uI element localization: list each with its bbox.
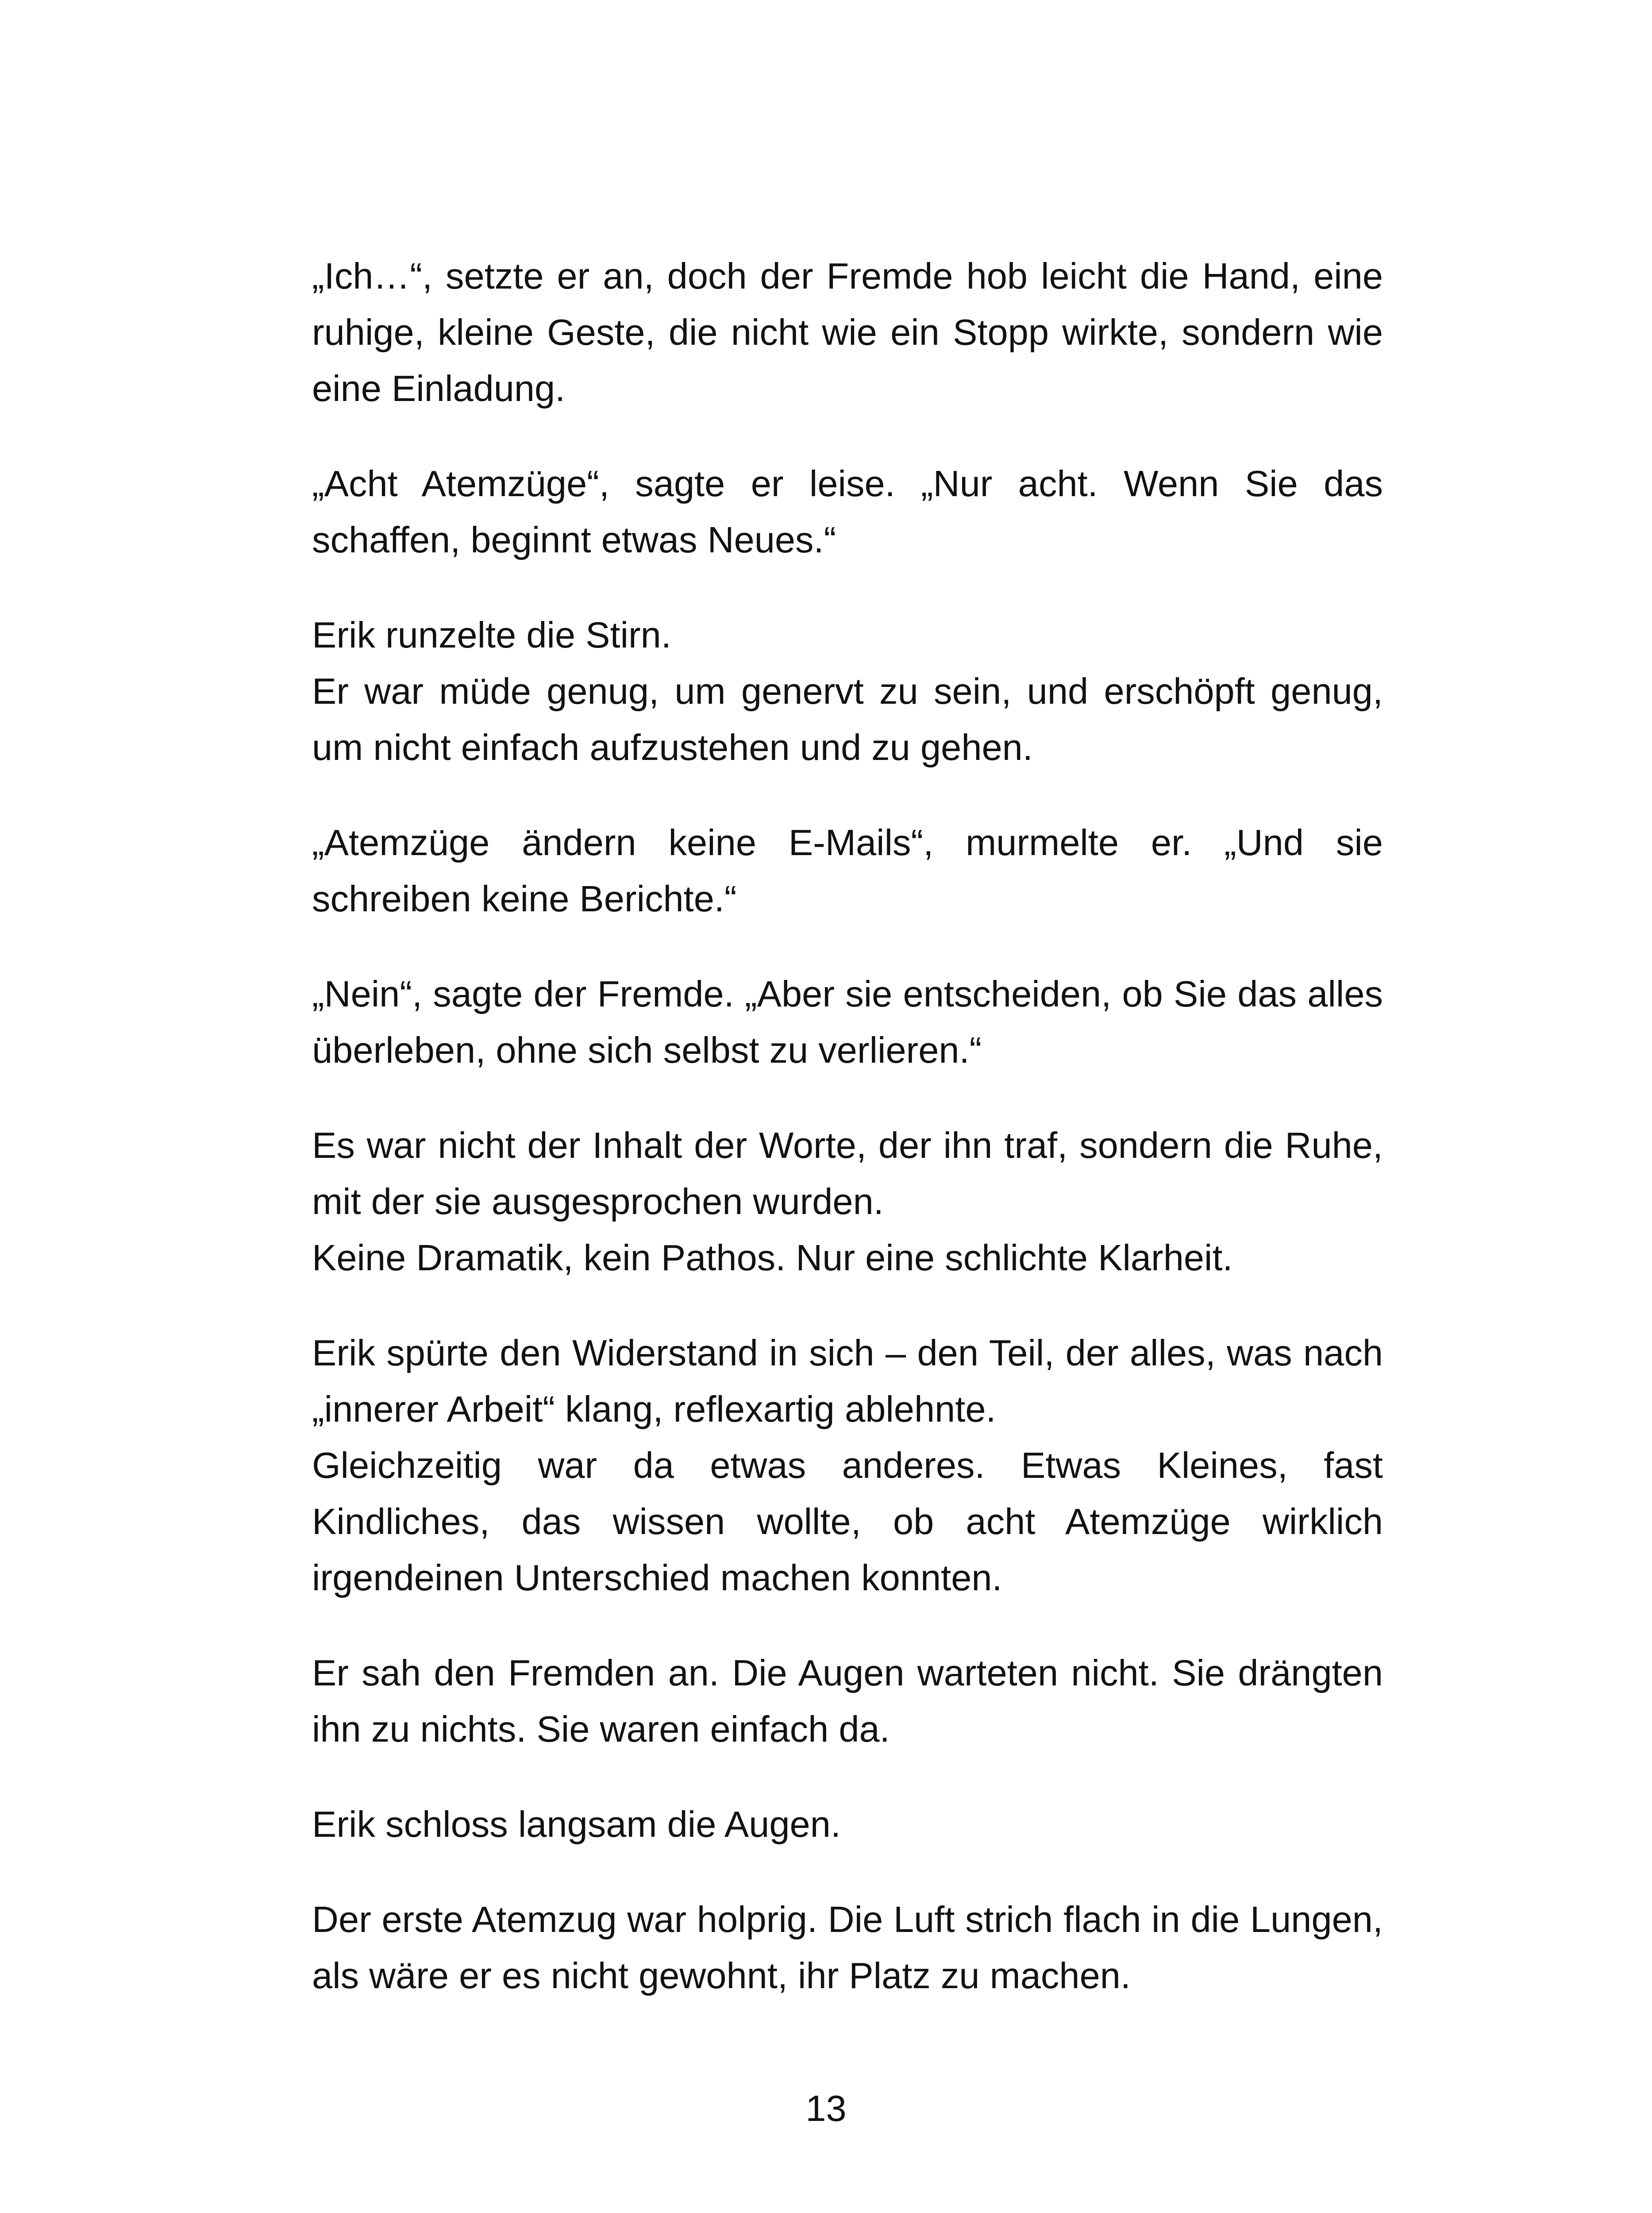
- paragraph-line: Er sah den Fremden an. Die Augen warteten nicht. Sie drängten ihn zu nichts. Sie waren einfach da.: [312, 1652, 1383, 1750]
- paragraph-3: [312, 607, 1383, 775]
- paragraph-2: [312, 455, 1383, 568]
- paragraph-4: [312, 814, 1383, 927]
- paragraph-line: Er war müde genug, um genervt zu sein, und erschöpft genug, um nicht einfach aufzustehen und zu gehen.: [312, 671, 1383, 768]
- paragraph-line: „Acht Atemzüge“, sagte er leise. „Nur acht. Wenn Sie das schaffen, beginnt etwas Neues.“: [312, 463, 1383, 560]
- paragraph-line: Erik schloss langsam die Augen.: [312, 1804, 841, 1845]
- paragraph-10: [312, 1891, 1383, 2004]
- page-body-text: [312, 248, 1383, 2043]
- page-number: 13: [805, 2088, 847, 2129]
- paragraph-9: [312, 1796, 1383, 1852]
- paragraph-line: „Ich…“, setzte er an, doch der Fremde hob leicht die Hand, eine ruhige, kleine Geste, die nicht wie ein Stopp wirkte, sondern wie eine Einladung.: [312, 255, 1383, 409]
- paragraph-line: Der erste Atemzug war holprig. Die Luft strich flach in die Lungen, als wäre er es nicht gewohnt, ihr Platz zu machen.: [312, 1899, 1383, 1996]
- paragraph-line: Keine Dramatik, kein Pathos. Nur eine schlichte Klarheit.: [312, 1237, 1233, 1278]
- paragraph-line: Erik spürte den Widerstand in sich – den Teil, der alles, was nach „innerer Arbeit“ klang, reflexartig ablehnte.: [312, 1332, 1383, 1430]
- paragraph-8: [312, 1645, 1383, 1757]
- paragraph-7: [312, 1325, 1383, 1606]
- paragraph-1: [312, 248, 1383, 416]
- paragraph-line: „Atemzüge ändern keine E-Mails“, murmelte er. „Und sie schreiben keine Berichte.“: [312, 822, 1383, 919]
- paragraph-line: Es war nicht der Inhalt der Worte, der ihn traf, sondern die Ruhe, mit der sie ausgesprochen wurden.: [312, 1125, 1383, 1222]
- paragraph-line: Erik runzelte die Stirn.: [312, 614, 671, 655]
- paragraph-5: [312, 966, 1383, 1078]
- paragraph-line: Gleichzeitig war da etwas anderes. Etwas Kleines, fast Kindliches, das wissen wollte, ob acht Atemzüge wirklich irgendeinen Unterschied machen konnten.: [312, 1445, 1383, 1598]
- paragraph-line: „Nein“, sagte der Fremde. „Aber sie entscheiden, ob Sie das alles überleben, ohne sich selbst zu verlieren.“: [312, 973, 1383, 1071]
- paragraph-6: [312, 1117, 1383, 1286]
